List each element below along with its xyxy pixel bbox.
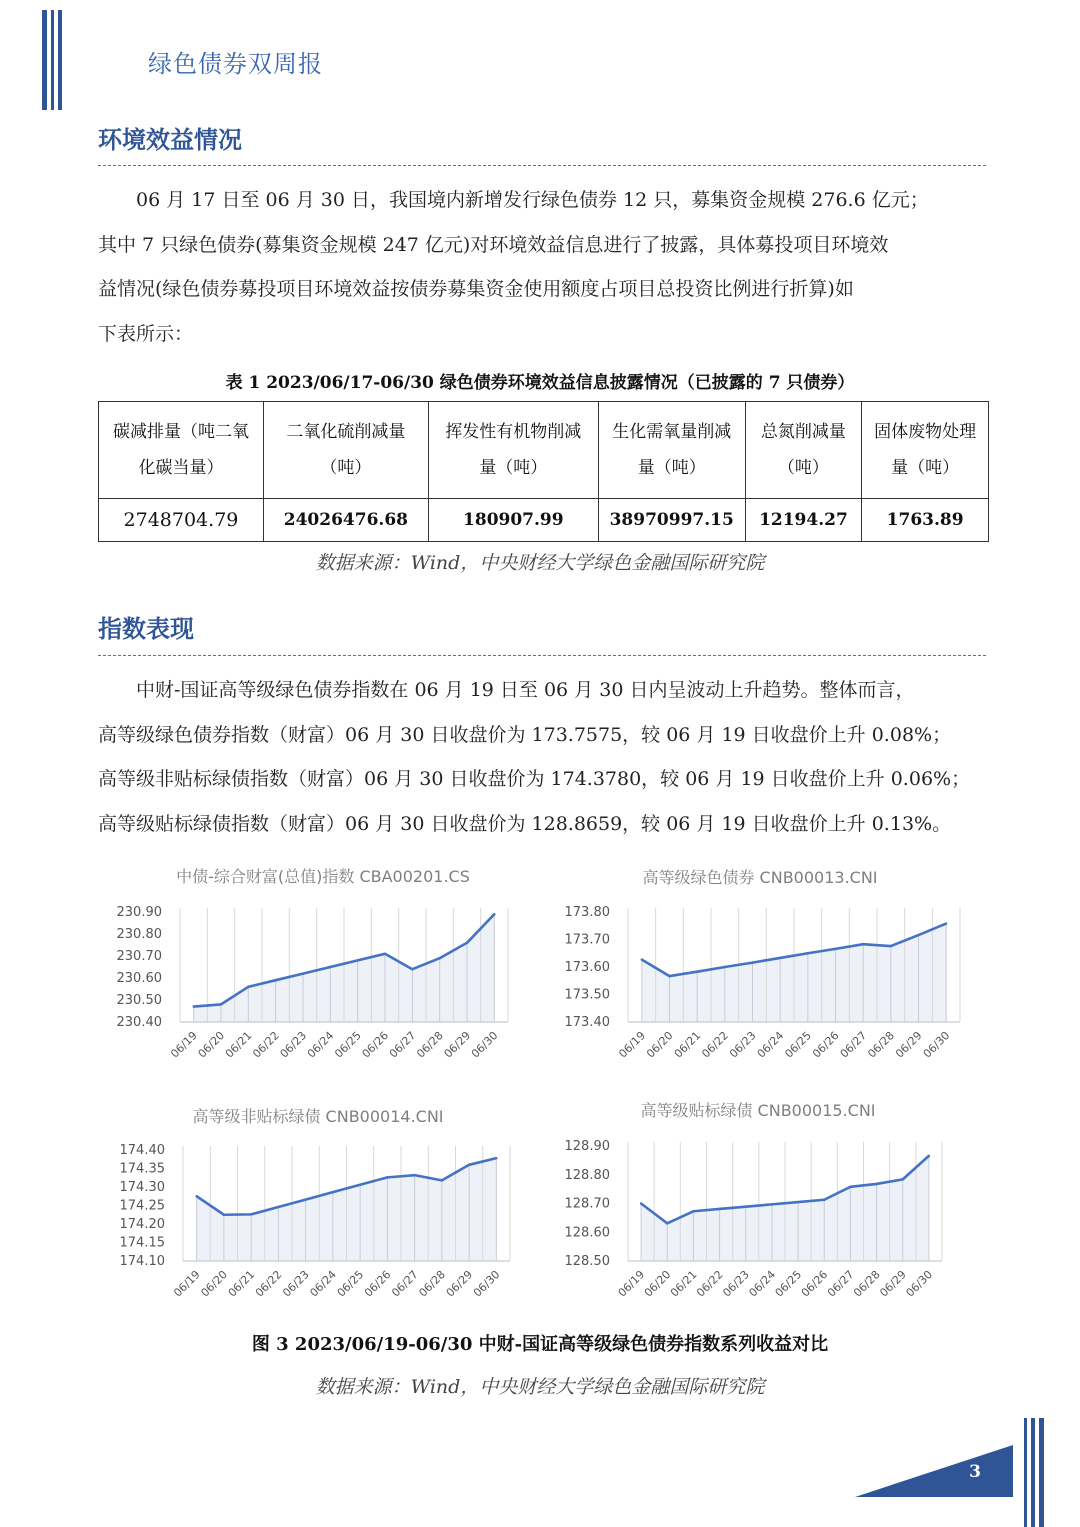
chart-x-tick-label: 06/24 — [746, 1267, 779, 1300]
chart-y-tick-label: 174.20 — [119, 1217, 165, 1232]
paragraph-line: 下表所示： — [98, 322, 194, 345]
table-cell: 2748704.79 — [99, 499, 264, 542]
chart-point — [862, 943, 864, 945]
page-number: 3 — [969, 1462, 981, 1482]
chart-y-tick-label: 230.50 — [116, 993, 162, 1008]
table-header-cell: 挥发性有机物削减量（吨） — [428, 402, 598, 499]
chart-x-tick-label: 06/24 — [307, 1267, 339, 1300]
paragraph-line: 高等级贴标绿债指数（财富）06 月 30 日收盘价为 128.8659，较 06 月 19 日收盘价上升 0.13%。 — [98, 812, 952, 835]
chart-x-tick-label: 06/29 — [441, 1028, 474, 1061]
chart-x-tick-label: 06/26 — [798, 1267, 831, 1300]
figure-source: 数据来源：Wind，中央财经大学绿色金融国际研究院 — [315, 1376, 765, 1398]
table-header-cell: 碳减排量（吨二氧化碳当量） — [99, 402, 264, 499]
chart-x-tick-label: 06/23 — [720, 1267, 752, 1300]
chart-point — [384, 953, 386, 955]
chart-point — [438, 957, 440, 959]
chart-point — [641, 958, 643, 960]
line-chart-cnb00013 — [540, 860, 970, 1070]
chart-x-tick-label: 06/24 — [304, 1028, 337, 1061]
chart-point — [902, 1178, 904, 1180]
chart-y-tick-label: 173.50 — [564, 987, 610, 1003]
paragraph-line: 益情况(绿色债券募投项目环境效益按债券募集资金使用额度占项目总投资比例进行折算)如 — [98, 278, 854, 300]
chart-y-tick-label: 173.70 — [564, 932, 610, 948]
chart-x-tick-label: 06/28 — [414, 1028, 446, 1061]
chart-title: 高等级贴标绿债 CNB00015.CNI — [640, 1101, 876, 1120]
chart-point — [945, 922, 947, 924]
table-cell: 1763.89 — [862, 499, 989, 542]
table-cell: 180907.99 — [428, 499, 598, 542]
table-header-cell: 二氧化硫削减量（吨） — [263, 402, 428, 499]
paragraph-line: 高等级绿色债券指数（财富）06 月 30 日收盘价为 173.7575，较 06 月 19 日收盘价上升 0.08%； — [98, 723, 952, 746]
chart-x-tick-label: 06/23 — [727, 1028, 759, 1061]
chart-y-tick-label: 128.60 — [564, 1225, 610, 1241]
header-decoration-bars — [42, 10, 64, 110]
chart-point — [771, 1203, 773, 1205]
chart-cnb00013 — [540, 860, 970, 1070]
chart-point — [834, 948, 836, 950]
chart-x-tick-label: 06/27 — [386, 1028, 419, 1061]
chart-x-tick-label: 06/21 — [671, 1028, 704, 1061]
chart-y-tick-label: 230.80 — [116, 927, 162, 942]
paragraph-line: 中财-国证高等级绿色债券指数在 06 月 19 日至 06 月 30 日内呈波动上升趋势。整体而言， — [98, 679, 915, 701]
chart-x-tick-label: 06/23 — [277, 1028, 310, 1061]
chart-point — [751, 961, 753, 963]
chart-y-tick-label: 173.40 — [564, 1015, 610, 1030]
chart-x-tick-label: 06/30 — [920, 1028, 953, 1061]
index-paragraph — [98, 668, 988, 846]
chart-x-tick-label: 06/28 — [865, 1028, 897, 1061]
chart-point — [220, 1003, 222, 1005]
chart-title: 中债-综合财富(总值)指数 CBA00201.CS — [176, 867, 470, 886]
chart-point — [277, 1206, 279, 1208]
chart-y-tick-label: 230.90 — [116, 905, 162, 920]
chart-point — [890, 945, 892, 947]
chart-point — [223, 1214, 225, 1216]
chart-x-tick-label: 06/27 — [389, 1267, 421, 1300]
chart-y-tick-label: 230.60 — [116, 971, 162, 986]
chart-point — [745, 1205, 747, 1207]
chart-cnb00015 — [540, 1094, 970, 1310]
chart-y-tick-label: 173.80 — [564, 905, 610, 920]
chart-point — [466, 942, 468, 944]
chart-x-tick-label: 06/20 — [644, 1028, 676, 1061]
environment-benefit-table — [98, 401, 989, 542]
table-source: 数据来源：Wind，中央财经大学绿色金融国际研究院 — [315, 552, 765, 574]
chart-x-tick-label: 06/22 — [250, 1028, 282, 1061]
chart-y-tick-label: 174.30 — [119, 1180, 165, 1195]
chart-point — [356, 959, 358, 961]
chart-point — [668, 975, 670, 977]
chart-title: 高等级非贴标绿债 CNB00014.CNI — [192, 1107, 444, 1126]
chart-point — [724, 966, 726, 968]
chart-y-tick-label: 128.90 — [564, 1139, 610, 1154]
chart-point — [640, 1202, 642, 1204]
line-chart-cba00201 — [98, 860, 528, 1070]
chart-point — [413, 1174, 415, 1176]
chart-x-tick-label: 06/20 — [198, 1267, 230, 1300]
chart-point — [666, 1222, 668, 1224]
chart-y-tick-label: 174.35 — [119, 1161, 165, 1177]
chart-point — [274, 979, 276, 981]
chart-x-tick-label: 06/19 — [615, 1267, 648, 1300]
chart-x-tick-label: 06/26 — [359, 1028, 392, 1061]
chart-x-tick-label: 06/25 — [334, 1267, 367, 1300]
chart-x-tick-label: 06/22 — [252, 1267, 285, 1300]
chart-x-tick-label: 06/25 — [332, 1028, 364, 1061]
chart-title: 高等级绿色债券 CNB00013.CNI — [642, 868, 878, 887]
chart-x-tick-label: 06/23 — [280, 1267, 312, 1300]
chart-point — [797, 1201, 799, 1203]
chart-point — [875, 1183, 877, 1185]
chart-x-tick-label: 06/20 — [641, 1267, 674, 1300]
chart-x-tick-label: 06/20 — [195, 1028, 228, 1061]
table-cell: 12194.27 — [745, 499, 862, 542]
section-title-environment: 环境效益情况 — [98, 126, 242, 154]
chart-x-tick-label: 06/24 — [754, 1028, 787, 1061]
chart-x-tick-label: 06/29 — [893, 1028, 925, 1061]
chart-point — [304, 1198, 306, 1200]
paragraph-line: 高等级非贴标绿债指数（财富）06 月 30 日收盘价为 174.3780，较 06 月 19 日收盘价上升 0.06%； — [98, 768, 971, 790]
chart-point — [692, 1210, 694, 1212]
chart-cnb00014 — [98, 1098, 528, 1310]
chart-point — [302, 972, 304, 974]
section-divider — [98, 655, 986, 656]
table-header-row — [99, 402, 989, 499]
chart-y-tick-label: 173.60 — [564, 960, 610, 975]
chart-x-tick-label: 06/22 — [694, 1267, 726, 1300]
chart-y-tick-label: 174.25 — [119, 1198, 165, 1214]
chart-point — [332, 1191, 334, 1193]
chart-point — [807, 952, 809, 954]
table-cell: 24026476.68 — [263, 499, 428, 542]
section-divider — [98, 165, 986, 166]
chart-x-tick-label: 06/29 — [877, 1267, 909, 1300]
section-title-index: 指数表现 — [98, 615, 194, 643]
chart-x-tick-label: 06/28 — [851, 1267, 883, 1300]
chart-point — [250, 1213, 252, 1215]
table-header-cell: 生化需氧量削减量（吨） — [598, 402, 745, 499]
environment-paragraph — [98, 178, 988, 356]
report-title: 绿色债券双周报 — [148, 50, 323, 78]
table-header-cell: 总氮削减量（吨） — [745, 402, 862, 499]
table-header-cell: 固体废物处理量（吨） — [862, 402, 989, 499]
chart-point — [192, 1005, 194, 1007]
chart-x-tick-label: 06/26 — [361, 1267, 394, 1300]
chart-x-tick-label: 06/19 — [171, 1267, 203, 1300]
chart-x-tick-label: 06/30 — [468, 1028, 501, 1061]
chart-x-tick-label: 06/19 — [616, 1028, 648, 1061]
chart-x-tick-label: 06/21 — [225, 1267, 258, 1300]
chart-y-tick-label: 174.15 — [119, 1235, 165, 1251]
chart-y-tick-label: 230.40 — [116, 1015, 162, 1030]
chart-point — [849, 1186, 851, 1188]
chart-point — [411, 968, 413, 970]
chart-point — [386, 1176, 388, 1178]
chart-point — [779, 957, 781, 959]
chart-point — [468, 1164, 470, 1166]
chart-point — [493, 913, 495, 915]
chart-x-tick-label: 06/26 — [810, 1028, 842, 1061]
table-caption: 表 1 2023/06/17-06/30 绿色债券环境效益信息披露情况（已披露的 7 只债券） — [225, 373, 855, 393]
chart-x-tick-label: 06/19 — [168, 1028, 200, 1061]
chart-point — [718, 1208, 720, 1210]
chart-point — [917, 934, 919, 936]
chart-x-tick-label: 06/30 — [903, 1267, 936, 1300]
chart-point — [495, 1157, 497, 1159]
chart-y-tick-label: 174.10 — [119, 1254, 165, 1269]
chart-x-tick-label: 06/27 — [837, 1028, 870, 1061]
chart-x-tick-label: 06/25 — [782, 1028, 814, 1061]
chart-y-tick-label: 128.70 — [564, 1196, 610, 1212]
chart-point — [247, 986, 249, 988]
chart-point — [329, 966, 331, 968]
chart-x-tick-label: 06/30 — [470, 1267, 503, 1300]
chart-y-tick-label: 174.40 — [119, 1143, 165, 1158]
table-row — [99, 499, 989, 542]
line-chart-cnb00015 — [540, 1094, 970, 1310]
chart-x-tick-label: 06/21 — [222, 1028, 255, 1061]
line-chart-cnb00014 — [98, 1098, 528, 1310]
paragraph-line: 06 月 17 日至 06 月 30 日，我国境内新增发行绿色债券 12 只，募集资金规模 276.6 亿元； — [98, 189, 929, 211]
chart-y-tick-label: 230.70 — [116, 949, 162, 964]
chart-cba00201 — [98, 860, 528, 1070]
figure-caption: 图 3 2023/06/19-06/30 中财-国证高等级绿色债券指数系列收益对比 — [251, 1334, 829, 1355]
chart-x-tick-label: 06/25 — [772, 1267, 805, 1300]
footer-decoration-bars — [1024, 1418, 1044, 1527]
chart-point — [823, 1199, 825, 1201]
chart-x-tick-label: 06/21 — [667, 1267, 700, 1300]
table-cell: 38970997.15 — [598, 499, 745, 542]
chart-point — [928, 1155, 930, 1157]
chart-point — [696, 970, 698, 972]
chart-point — [359, 1184, 361, 1186]
chart-x-tick-label: 06/22 — [699, 1028, 731, 1061]
chart-x-tick-label: 06/27 — [824, 1267, 857, 1300]
chart-y-tick-label: 128.50 — [564, 1254, 610, 1269]
chart-point — [195, 1195, 197, 1197]
paragraph-line: 其中 7 只绿色债券(募集资金规模 247 亿元)对环境效益信息进行了披露，具体募投项目环境效 — [98, 233, 889, 256]
chart-y-tick-label: 128.80 — [564, 1167, 610, 1183]
chart-point — [441, 1179, 443, 1181]
chart-x-tick-label: 06/28 — [416, 1267, 448, 1300]
chart-x-tick-label: 06/29 — [443, 1267, 476, 1300]
